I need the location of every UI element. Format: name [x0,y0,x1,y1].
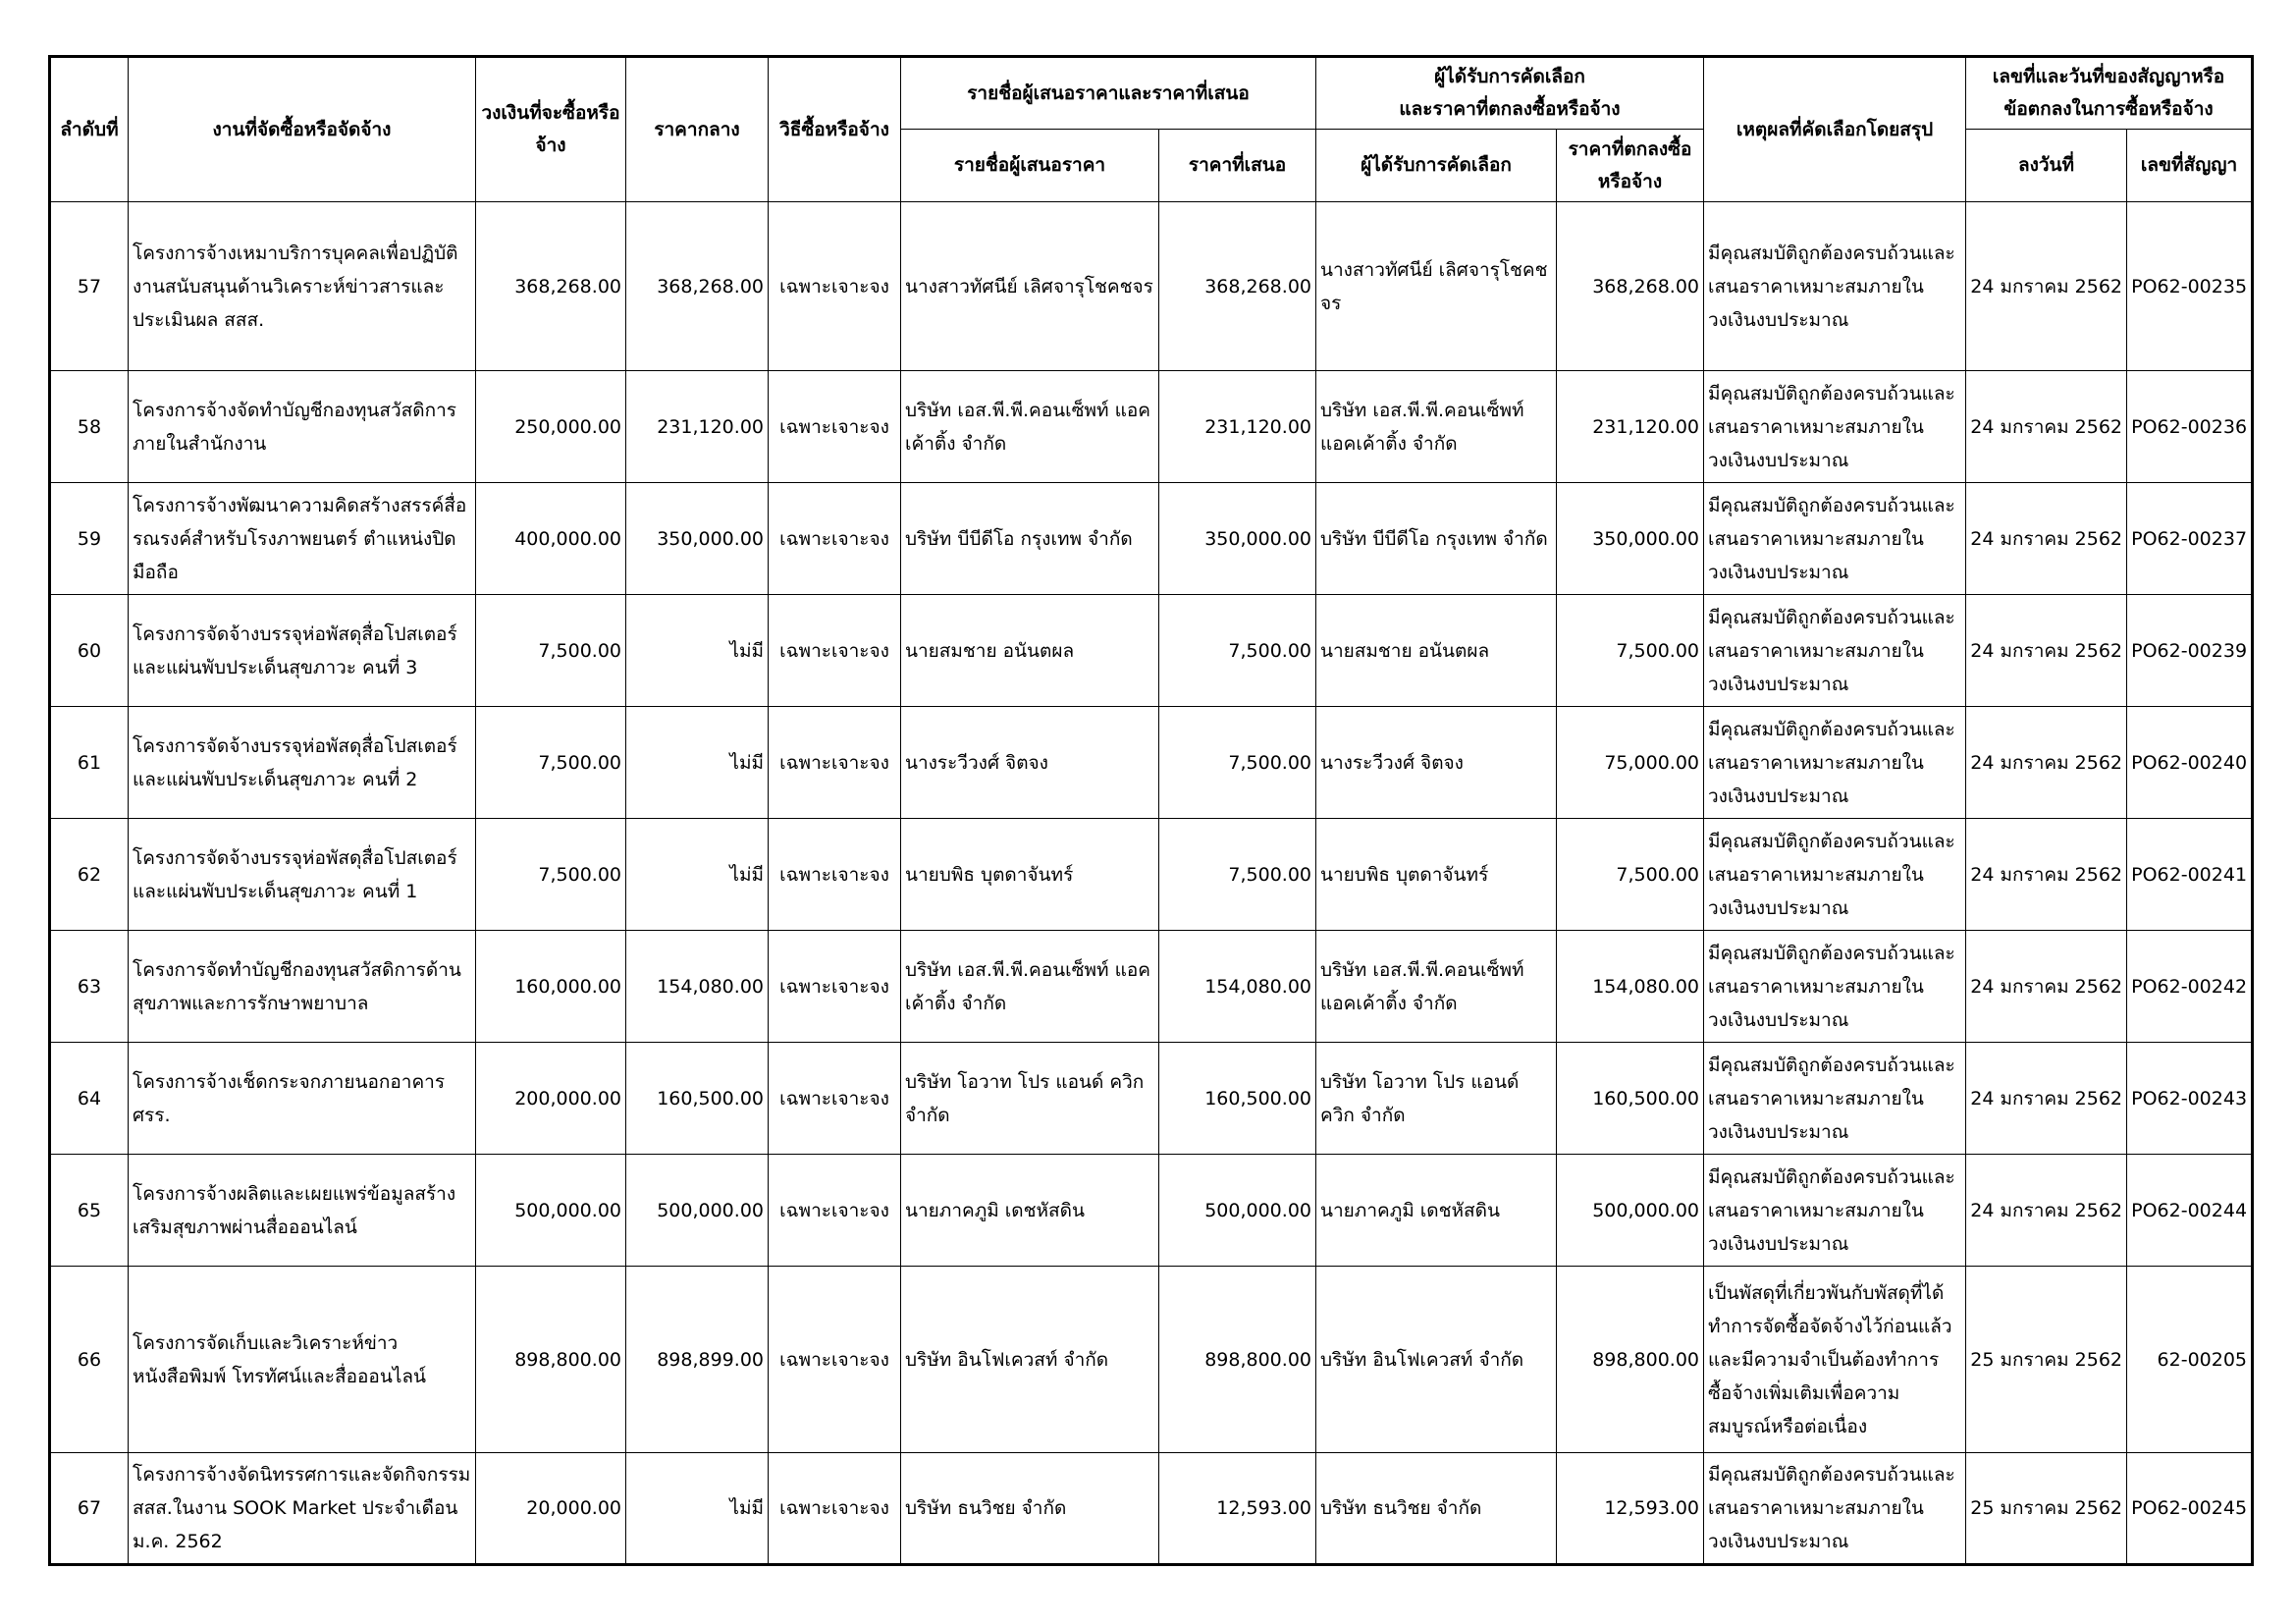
row-contract-no: PO62-00235 [2127,202,2253,371]
row-agreed-price: 231,120.00 [1557,371,1704,483]
row-method: เฉพาะเจาะจง [769,931,901,1043]
row-method: เฉพาะเจาะจง [769,1155,901,1267]
row-bidder: นางสาวทัศนีย์ เลิศจารุโชคชจร [901,202,1159,371]
row-no: 64 [50,1043,129,1155]
row-work: โครงการจ้างผลิตและเผยแพร่ข้อมูลสร้างเสริมสุขภาพผ่านสื่อออนไลน์ [129,1155,476,1267]
row-date: 24 มกราคม 2562 [1966,1043,2127,1155]
row-date: 24 มกราคม 2562 [1966,819,2127,931]
row-date: 25 มกราคม 2562 [1966,1453,2127,1565]
row-bidder: นางระวีวงศ์ จิตจง [901,707,1159,819]
header-winner-group-line2: และราคาที่ตกลงซื้อหรือจ้าง [1399,98,1621,120]
row-work: โครงการจัดทำบัญชีกองทุนสวัสดิการด้านสุขภาพและการรักษาพยาบาล [129,931,476,1043]
header-bidders-group: รายชื่อผู้เสนอราคาและราคาที่เสนอ [901,57,1316,130]
row-winner: บริษัท ธนวิชย จำกัด [1316,1453,1557,1565]
row-work: โครงการจ้างเหมาบริการบุคคลเพื่อปฏิบัติงานสนับสนุนด้านวิเคราะห์ข่าวสารและประเมินผล สสส. [129,202,476,371]
row-bidder: บริษัท โอวาท โปร แอนด์ ควิก จำกัด [901,1043,1159,1155]
table-row [50,595,2253,707]
header-contract-group [1966,57,2253,130]
row-bidder: นายภาคภูมิ เดชหัสดิน [901,1155,1159,1267]
row-date: 24 มกราคม 2562 [1966,931,2127,1043]
row-median: 231,120.00 [626,371,769,483]
row-work: โครงการจ้างพัฒนาความคิดสร้างสรรค์สื่อรณรงค์สำหรับโรงภาพยนตร์ ตำแหน่งปิดมือถือ [129,483,476,595]
row-agreed-price: 368,268.00 [1557,202,1704,371]
row-contract-no: PO62-00245 [2127,1453,2253,1565]
row-winner: นางระวีวงศ์ จิตจง [1316,707,1557,819]
row-reason: มีคุณสมบัติถูกต้องครบถ้วนและเสนอราคาเหมาะสมภายในวงเงินงบประมาณ [1704,931,1966,1043]
row-method: เฉพาะเจาะจง [769,202,901,371]
row-no: 62 [50,819,129,931]
row-reason: มีคุณสมบัติถูกต้องครบถ้วนและเสนอราคาเหมาะสมภายในวงเงินงบประมาณ [1704,483,1966,595]
row-bidder: บริษัท ธนวิชย จำกัด [901,1453,1159,1565]
table-row [50,1267,2253,1453]
row-date: 24 มกราคม 2562 [1966,371,2127,483]
header-reason: เหตุผลที่คัดเลือกโดยสรุป [1704,57,1966,202]
row-method: เฉพาะเจาะจง [769,707,901,819]
header-work: งานที่จัดซื้อหรือจัดจ้าง [129,57,476,202]
row-reason: มีคุณสมบัติถูกต้องครบถ้วนและเสนอราคาเหมาะสมภายในวงเงินงบประมาณ [1704,371,1966,483]
row-median: 160,500.00 [626,1043,769,1155]
table-row [50,1453,2253,1565]
row-no: 59 [50,483,129,595]
row-bid-price: 368,268.00 [1159,202,1316,371]
row-date: 25 มกราคม 2562 [1966,1267,2127,1453]
row-winner: นางสาวทัศนีย์ เลิศจารุโชคชจร [1316,202,1557,371]
row-agreed-price: 898,800.00 [1557,1267,1704,1453]
header-method: วิธีซื้อหรือจ้าง [769,57,901,202]
row-agreed-price: 7,500.00 [1557,595,1704,707]
row-bidder: บริษัท เอส.พี.พี.คอนเซ็พท์ แอคเค้าติ้ง จำกัด [901,371,1159,483]
row-bid-price: 350,000.00 [1159,483,1316,595]
row-budget: 368,268.00 [476,202,626,371]
row-agreed-price: 7,500.00 [1557,819,1704,931]
row-budget: 400,000.00 [476,483,626,595]
row-method: เฉพาะเจาะจง [769,1043,901,1155]
row-agreed-price: 12,593.00 [1557,1453,1704,1565]
row-median: 898,899.00 [626,1267,769,1453]
row-median: ไม่มี [626,707,769,819]
table-row [50,1043,2253,1155]
table-row [50,371,2253,483]
row-bidder: นายสมชาย อนันตผล [901,595,1159,707]
row-method: เฉพาะเจาะจง [769,819,901,931]
row-bid-price: 898,800.00 [1159,1267,1316,1453]
header-no: ลำดับที่ [50,57,129,202]
header-budget: วงเงินที่จะซื้อหรือจ้าง [476,57,626,202]
row-method: เฉพาะเจาะจง [769,1453,901,1565]
row-budget: 200,000.00 [476,1043,626,1155]
row-contract-no: PO62-00243 [2127,1043,2253,1155]
row-no: 63 [50,931,129,1043]
row-budget: 160,000.00 [476,931,626,1043]
row-bid-price: 154,080.00 [1159,931,1316,1043]
row-reason: มีคุณสมบัติถูกต้องครบถ้วนและเสนอราคาเหมาะสมภายในวงเงินงบประมาณ [1704,819,1966,931]
row-contract-no: PO62-00237 [2127,483,2253,595]
row-no: 58 [50,371,129,483]
row-work: โครงการจ้างจัดทำบัญชีกองทุนสวัสดิการภายในสำนักงาน [129,371,476,483]
row-median: 350,000.00 [626,483,769,595]
row-budget: 20,000.00 [476,1453,626,1565]
row-agreed-price: 154,080.00 [1557,931,1704,1043]
header-contract-group-line1: เลขที่และวันที่ของสัญญาหรือ [1992,66,2225,87]
row-contract-no: PO62-00244 [2127,1155,2253,1267]
row-median: ไม่มี [626,595,769,707]
row-bid-price: 500,000.00 [1159,1155,1316,1267]
row-winner: บริษัท โอวาท โปร แอนด์ ควิก จำกัด [1316,1043,1557,1155]
row-reason: มีคุณสมบัติถูกต้องครบถ้วนและเสนอราคาเหมาะสมภายในวงเงินงบประมาณ [1704,202,1966,371]
header-winner-group-line1: ผู้ได้รับการคัดเลือก [1434,66,1585,87]
header-contract-no: เลขที่สัญญา [2127,130,2253,202]
row-work: โครงการจัดเก็บและวิเคราะห์ข่าวหนังสือพิมพ์ โทรทัศน์และสื่อออนไลน์ [129,1267,476,1453]
header-bidder-name: รายชื่อผู้เสนอราคา [901,130,1159,202]
row-bidder: นายบพิธ บุตดาจันทร์ [901,819,1159,931]
row-work: โครงการจ้างจัดนิทรรศการและจัดกิจกรรม สสส.ในงาน SOOK Market ประจำเดือน ม.ค. 2562 [129,1453,476,1565]
row-work: โครงการจ้างเช็ดกระจกภายนอกอาคาร ศรร. [129,1043,476,1155]
row-no: 66 [50,1267,129,1453]
row-winner: บริษัท บีบีดีโอ กรุงเทพ จำกัด [1316,483,1557,595]
row-date: 24 มกราคม 2562 [1966,707,2127,819]
row-reason: เป็นพัสดุที่เกี่ยวพันกับพัสดุที่ได้ทำการจัดซื้อจัดจ้างไว้ก่อนแล้วและมีความจำเป็นต้องทำการซื้อจ้างเพิ่มเติมเพื่อความสมบูรณ์หรือต่อเนื่อง [1704,1267,1966,1453]
row-contract-no: PO62-00240 [2127,707,2253,819]
row-method: เฉพาะเจาะจง [769,371,901,483]
header-winner-name: ผู้ได้รับการคัดเลือก [1316,130,1557,202]
row-date: 24 มกราคม 2562 [1966,483,2127,595]
row-bid-price: 7,500.00 [1159,819,1316,931]
header-agreed-price: ราคาที่ตกลงซื้อหรือจ้าง [1557,130,1704,202]
row-reason: มีคุณสมบัติถูกต้องครบถ้วนและเสนอราคาเหมาะสมภายในวงเงินงบประมาณ [1704,595,1966,707]
table-row [50,707,2253,819]
row-agreed-price: 350,000.00 [1557,483,1704,595]
row-no: 57 [50,202,129,371]
row-budget: 500,000.00 [476,1155,626,1267]
row-reason: มีคุณสมบัติถูกต้องครบถ้วนและเสนอราคาเหมาะสมภายในวงเงินงบประมาณ [1704,1043,1966,1155]
row-no: 61 [50,707,129,819]
row-bid-price: 231,120.00 [1159,371,1316,483]
row-winner: บริษัท เอส.พี.พี.คอนเซ็พท์ แอคเค้าติ้ง จำกัด [1316,371,1557,483]
row-budget: 898,800.00 [476,1267,626,1453]
row-agreed-price: 160,500.00 [1557,1043,1704,1155]
row-no: 67 [50,1453,129,1565]
row-reason: มีคุณสมบัติถูกต้องครบถ้วนและเสนอราคาเหมาะสมภายในวงเงินงบประมาณ [1704,1155,1966,1267]
table-row [50,483,2253,595]
row-median: 368,268.00 [626,202,769,371]
row-budget: 7,500.00 [476,819,626,931]
header-median: ราคากลาง [626,57,769,202]
row-bid-price: 7,500.00 [1159,595,1316,707]
procurement-table [48,55,2254,1566]
row-bidder: บริษัท อินโฟเควสท์ จำกัด [901,1267,1159,1453]
row-date: 24 มกราคม 2562 [1966,202,2127,371]
header-bid-price: ราคาที่เสนอ [1159,130,1316,202]
row-no: 60 [50,595,129,707]
row-winner: นายบพิธ บุตดาจันทร์ [1316,819,1557,931]
row-median: 154,080.00 [626,931,769,1043]
row-work: โครงการจัดจ้างบรรจุห่อพัสดุสื่อโปสเตอร์และแผ่นพับประเด็นสุขภาวะ คนที่ 3 [129,595,476,707]
row-winner: บริษัท เอส.พี.พี.คอนเซ็พท์ แอคเค้าติ้ง จำกัด [1316,931,1557,1043]
row-method: เฉพาะเจาะจง [769,483,901,595]
row-bid-price: 160,500.00 [1159,1043,1316,1155]
row-work: โครงการจัดจ้างบรรจุห่อพัสดุสื่อโปสเตอร์และแผ่นพับประเด็นสุขภาวะ คนที่ 2 [129,707,476,819]
row-winner: นายสมชาย อนันตผล [1316,595,1557,707]
row-date: 24 มกราคม 2562 [1966,595,2127,707]
row-method: เฉพาะเจาะจง [769,1267,901,1453]
row-contract-no: PO62-00236 [2127,371,2253,483]
row-no: 65 [50,1155,129,1267]
table-row [50,931,2253,1043]
row-median: ไม่มี [626,1453,769,1565]
table-row [50,1155,2253,1267]
row-winner: นายภาคภูมิ เดชหัสดิน [1316,1155,1557,1267]
row-contract-no: PO62-00241 [2127,819,2253,931]
row-work: โครงการจัดจ้างบรรจุห่อพัสดุสื่อโปสเตอร์และแผ่นพับประเด็นสุขภาวะ คนที่ 1 [129,819,476,931]
header-date: ลงวันที่ [1966,130,2127,202]
row-winner: บริษัท อินโฟเควสท์ จำกัด [1316,1267,1557,1453]
header-contract-group-line2: ข้อตกลงในการซื้อหรือจ้าง [2003,98,2214,120]
row-method: เฉพาะเจาะจง [769,595,901,707]
row-median: ไม่มี [626,819,769,931]
table-row [50,202,2253,371]
row-bid-price: 7,500.00 [1159,707,1316,819]
row-budget: 7,500.00 [476,707,626,819]
row-bidder: บริษัท บีบีดีโอ กรุงเทพ จำกัด [901,483,1159,595]
row-contract-no: PO62-00239 [2127,595,2253,707]
row-agreed-price: 75,000.00 [1557,707,1704,819]
row-contract-no: 62-00205 [2127,1267,2253,1453]
row-reason: มีคุณสมบัติถูกต้องครบถ้วนและเสนอราคาเหมาะสมภายในวงเงินงบประมาณ [1704,707,1966,819]
row-agreed-price: 500,000.00 [1557,1155,1704,1267]
table-row [50,819,2253,931]
row-budget: 7,500.00 [476,595,626,707]
row-reason: มีคุณสมบัติถูกต้องครบถ้วนและเสนอราคาเหมาะสมภายในวงเงินงบประมาณ [1704,1453,1966,1565]
row-budget: 250,000.00 [476,371,626,483]
row-bidder: บริษัท เอส.พี.พี.คอนเซ็พท์ แอคเค้าติ้ง จำกัด [901,931,1159,1043]
row-bid-price: 12,593.00 [1159,1453,1316,1565]
row-contract-no: PO62-00242 [2127,931,2253,1043]
header-winner-group [1316,57,1704,130]
row-median: 500,000.00 [626,1155,769,1267]
row-date: 24 มกราคม 2562 [1966,1155,2127,1267]
